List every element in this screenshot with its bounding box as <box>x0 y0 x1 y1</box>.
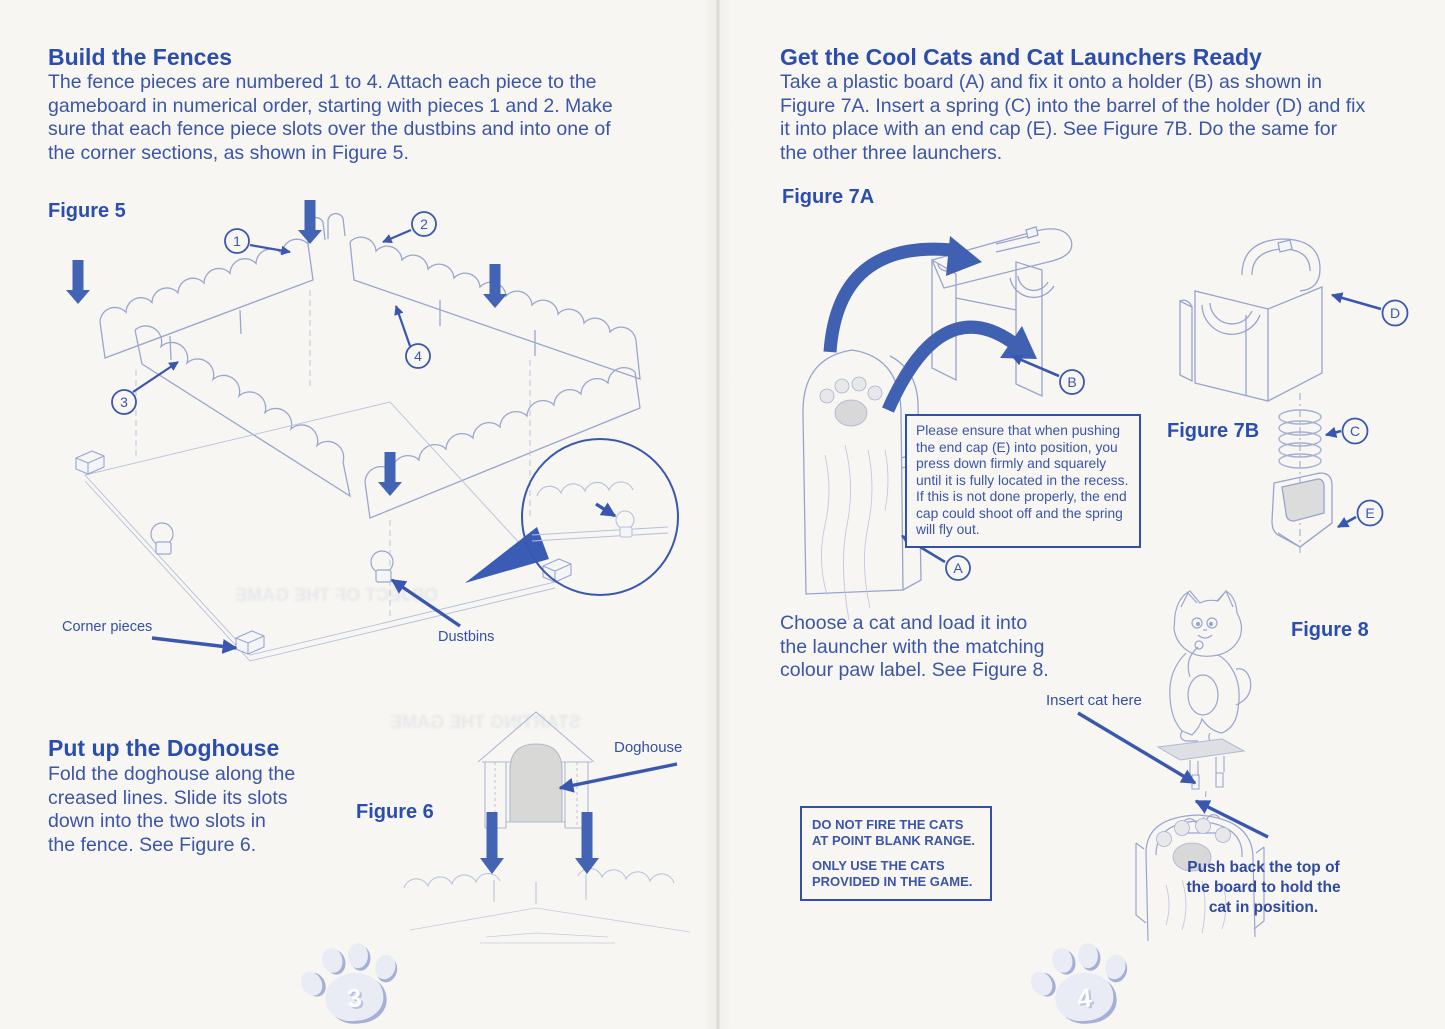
callout-b: B <box>1067 374 1077 390</box>
section-heading-doghouse: Put up the Doghouse <box>48 735 280 761</box>
left-page <box>0 0 706 1029</box>
page-fold <box>705 0 731 1029</box>
callout-d: D <box>1389 305 1401 321</box>
cat-platform <box>1158 739 1244 789</box>
doghouse-paragraph: Fold the doghouse along the creased lines. Slide its slots down into the two slots in the fence. See Figure 6. <box>48 763 296 856</box>
callout-1: 1 <box>233 233 241 249</box>
ghost-print-through: STARTING THE GAME <box>390 712 581 732</box>
endcap-warning-box: Please ensure that when pushing the end cap (E) into position, you press down firmly and squarely until it is fully located in the recess. If this is not done properly, the end cap could shoot off and the spring will fly out. <box>905 414 1141 548</box>
figure7b-diagram <box>1150 225 1445 570</box>
fire-warning-block2: ONLY USE THE CATS PROVIDED IN THE GAME. <box>812 858 973 889</box>
cool-cat-figure <box>1170 591 1251 743</box>
paw-toe <box>297 968 327 1000</box>
guide-lines <box>136 290 530 620</box>
figure5-label: Figure 5 <box>48 200 126 222</box>
callout-4: 4 <box>414 348 422 364</box>
launchers-paragraph: Take a plastic board (A) and fix it onto a holder (B) as shown in Figure 7A. Insert a spring (C) into the barrel of the holder (D) and fix it into place with an end cap (E). See Figure 7B. Do the same for the other three launchers. <box>780 71 1366 164</box>
figure6-diagram <box>390 690 720 975</box>
figure7b-callouts <box>1326 295 1408 527</box>
callout-3: 3 <box>120 394 128 410</box>
callout-a: A <box>953 560 963 576</box>
corner-pieces-arrow <box>152 638 236 648</box>
choose-cat-paragraph: Choose a cat and load it into the launcher with the matching colour paw label. See Figure 8. <box>780 612 1049 681</box>
paw-toe <box>320 946 345 975</box>
right-page <box>731 0 1445 1029</box>
callout-2: 2 <box>420 216 428 232</box>
doghouse-outline <box>478 712 594 828</box>
figure7b-label: Figure 7B <box>1167 420 1260 442</box>
paw-print-icon <box>820 377 882 426</box>
holder-d <box>1180 239 1322 401</box>
page-number: 4 <box>1075 981 1094 1014</box>
end-cap-e <box>1272 473 1332 547</box>
paw-toe <box>1078 943 1098 968</box>
paw-toe <box>1027 968 1057 1000</box>
corner-pieces-annotation: Corner pieces <box>62 619 153 635</box>
page-number: 3 <box>345 981 364 1014</box>
doghouse-arrow <box>560 764 677 788</box>
fence-strips <box>100 214 640 518</box>
paw-toe <box>348 943 368 968</box>
doghouse-annotation: Doghouse <box>614 739 683 756</box>
push-back-annotation: Push back the top of the board to hold the cat in position. <box>1186 859 1341 916</box>
insert-cat-annotation: Insert cat here <box>1046 692 1142 709</box>
callout-e: E <box>1365 505 1375 521</box>
fire-warning-box <box>800 806 992 901</box>
fence-scallop-line <box>404 868 690 943</box>
paw-toe <box>1050 946 1075 975</box>
page-number-paw-4 <box>1026 938 1138 1029</box>
build-fences-paragraph: The fence pieces are numbered 1 to 4. Attach each piece to the gameboard in numerical order, starting with pieces 1 and 2. Make sure that each fence piece slots over the dustbins and into one of the corner sections, as shown in Figure 5. <box>48 71 613 164</box>
figure5-callouts <box>112 212 436 414</box>
page-number-paw-3 <box>296 938 408 1029</box>
figure7a-label: Figure 7A <box>782 186 875 208</box>
fire-warning-block1: DO NOT FIRE THE CATS AT POINT BLANK RANGE. <box>812 817 975 848</box>
dustbins <box>151 523 393 582</box>
figure8-label: Figure 8 <box>1291 619 1369 641</box>
section-heading-launchers: Get the Cool Cats and Cat Launchers Ready <box>780 44 1262 70</box>
dustbins-annotation: Dustbins <box>438 629 495 645</box>
section-heading-build-fences: Build the Fences <box>48 44 233 70</box>
gameboard-outline <box>85 402 555 661</box>
figure7a-diagram <box>780 200 1170 625</box>
ghost-print-through: OBJECT OF THE GAME <box>235 585 439 605</box>
figure6-label: Figure 6 <box>356 801 434 823</box>
callout-c: C <box>1349 423 1361 439</box>
